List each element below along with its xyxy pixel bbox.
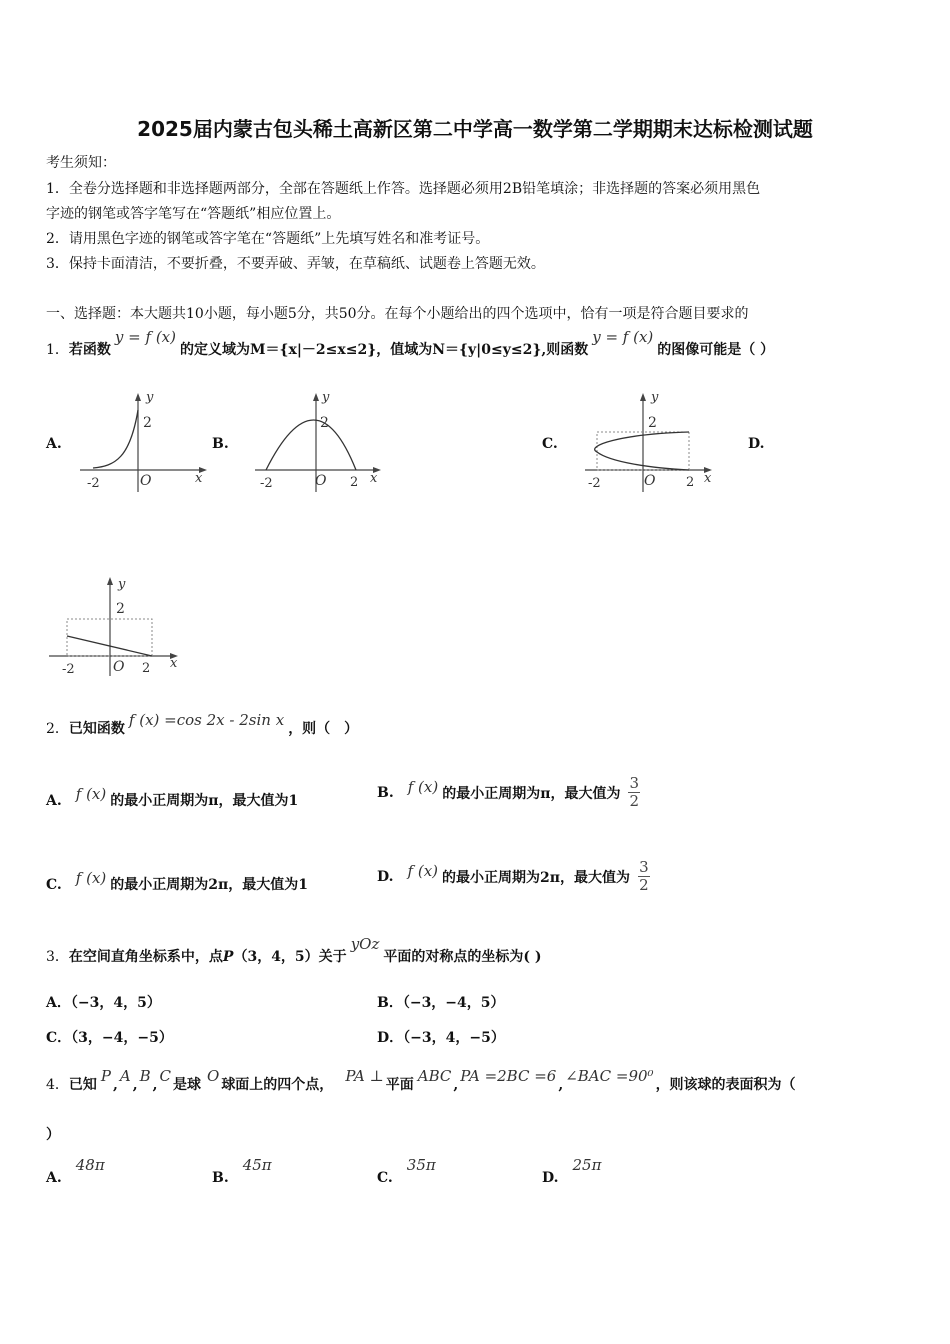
- q2-option-d-fx: f (x): [407, 861, 438, 880]
- y-axis-arrow: [107, 577, 113, 585]
- q1-graph-c: [580, 388, 720, 496]
- q2-text-1: 已知函数: [68, 721, 125, 737]
- denominator: 2: [639, 876, 649, 894]
- question-1: [46, 328, 775, 359]
- q4-point-p: P: [100, 1067, 112, 1085]
- q2-option-a[interactable]: [46, 785, 299, 810]
- q3-option-b[interactable]: B．（−3，−4，5）: [377, 995, 505, 1011]
- q2-option-c-label: C.: [46, 877, 62, 893]
- origin-label: O: [315, 473, 327, 489]
- q4-text-4: 平面: [385, 1077, 414, 1093]
- two-label: 2: [320, 415, 329, 431]
- neg-two-label: -2: [62, 662, 75, 677]
- q2-option-d-text: 的最小正周期为2π，最大值为: [442, 869, 630, 886]
- y-label: y: [651, 390, 659, 405]
- neg-two-label: -2: [87, 476, 100, 491]
- q4-text-5: ，则该球的表面积为（: [655, 1077, 796, 1093]
- q4-center-o: O: [207, 1067, 220, 1085]
- x-label: x: [704, 471, 712, 486]
- q2-option-b-label: B.: [377, 784, 394, 801]
- q2-text-2: ，则（ ）: [288, 721, 359, 737]
- origin-label: O: [140, 473, 152, 489]
- q3-text-2: （3，4，5）关于: [233, 949, 347, 965]
- q4-comma-4: ,: [453, 1077, 459, 1093]
- pos-two-label: 2: [686, 475, 695, 490]
- origin-label: O: [644, 473, 656, 489]
- pos-two-label: 2: [350, 475, 359, 490]
- y-label: y: [146, 390, 154, 405]
- q1-text-3: 的图像可能是（ ）: [657, 342, 775, 358]
- y-axis-arrow: [135, 393, 141, 401]
- q1-graph-a: [75, 388, 215, 496]
- q4-option-b-label: B.: [212, 1170, 229, 1186]
- fraction-three-halves: [628, 775, 640, 810]
- q2-option-a-text: 的最小正周期为π，最大值为1: [110, 793, 299, 809]
- two-label: 2: [143, 415, 152, 431]
- question-3: [46, 935, 542, 966]
- curve: [93, 410, 138, 468]
- y-label: y: [118, 577, 126, 592]
- y-label: y: [322, 390, 330, 405]
- question-2: [46, 711, 359, 738]
- curve: [595, 432, 689, 470]
- notice-line-1b: 字迹的钢笔或答字笔写在“答题纸”相应位置上。: [46, 206, 341, 222]
- q4-comma-5: ,: [558, 1077, 564, 1093]
- q3-option-c[interactable]: C．（3，−4，−5）: [46, 1030, 173, 1046]
- q4-point-a: A: [119, 1067, 131, 1085]
- q4-angle: ∠BAC =90⁰: [565, 1067, 654, 1085]
- q1-formula-1: y = f (x): [114, 328, 176, 346]
- q4-option-b[interactable]: [212, 1156, 272, 1186]
- neg-two-label: -2: [588, 476, 601, 491]
- x-label: x: [195, 471, 203, 486]
- q2-option-c-fx: f (x): [75, 869, 107, 887]
- q4-option-a[interactable]: [46, 1156, 105, 1186]
- q1-option-a-label[interactable]: A.: [46, 436, 62, 452]
- q2-formula: f (x) =cos 2x - 2sin x: [128, 711, 285, 729]
- q2-option-b[interactable]: [377, 775, 640, 810]
- q4-text-1: 已知: [68, 1077, 97, 1093]
- notice-heading: 考生须知：: [46, 155, 116, 171]
- q3-text-1: 在空间直角坐标系中，点: [68, 949, 223, 965]
- q1-text-1: 若函数: [68, 342, 111, 358]
- q4-point-c: C: [159, 1067, 171, 1085]
- numerator: 3: [629, 774, 640, 792]
- two-label: 2: [116, 601, 125, 617]
- q1-graph-d: [46, 572, 186, 680]
- q4-point-b: B: [139, 1067, 151, 1085]
- q1-option-c-label[interactable]: C.: [542, 436, 558, 452]
- q4-equation: PA =2BC =6: [460, 1067, 557, 1085]
- y-axis-arrow: [640, 393, 646, 401]
- notice-line-1a: 1．全卷分选择题和非选择题两部分，全部在答题纸上作答。选择题必须用2B铅笔填涂；非选择题的答案必须用黑色: [46, 181, 761, 197]
- q4-option-d-value: 25π: [572, 1156, 602, 1174]
- q4-option-c[interactable]: [377, 1156, 436, 1186]
- fraction-three-halves: [638, 859, 650, 894]
- q3-option-a[interactable]: A．（−3，4，5）: [46, 995, 161, 1011]
- q2-option-b-fx: f (x): [407, 777, 439, 796]
- q4-text-2: 是球: [173, 1077, 201, 1093]
- x-label: x: [370, 471, 378, 486]
- q2-option-d[interactable]: [377, 859, 650, 894]
- pos-two-label: 2: [142, 661, 151, 676]
- notice-line-3: 3．保持卡面清洁，不要折叠，不要弄破、弄皱，在草稿纸、试题卷上答题无效。: [46, 256, 545, 272]
- q1-option-b-label[interactable]: B.: [212, 436, 229, 452]
- y-axis-arrow: [313, 393, 319, 401]
- q3-option-d[interactable]: D．（−3，4，−5）: [377, 1030, 505, 1046]
- two-label: 2: [648, 415, 657, 431]
- q4-option-d[interactable]: [542, 1156, 602, 1186]
- q4-plane-abc: ABC: [417, 1067, 452, 1085]
- q4-text-6: ）: [46, 1127, 60, 1143]
- neg-two-label: -2: [260, 476, 273, 491]
- question-4-number: 4．: [46, 1077, 69, 1093]
- q4-comma-2: ,: [132, 1077, 138, 1093]
- q2-option-c-text: 的最小正周期为2π，最大值为1: [110, 877, 308, 893]
- q1-option-d-label[interactable]: D.: [748, 436, 765, 452]
- page-title: 2025届内蒙古包头稀土高新区第二中学高一数学第二学期期末达标检测试题: [137, 117, 813, 141]
- origin-label: O: [113, 659, 125, 675]
- question-3-number: 3．: [46, 949, 69, 965]
- q4-option-c-value: 35π: [406, 1156, 436, 1174]
- q4-perp: PA ⊥: [345, 1067, 384, 1085]
- denominator: 2: [629, 792, 640, 810]
- q4-comma-1: ,: [113, 1077, 118, 1093]
- q3-point-p: P: [222, 949, 234, 965]
- numerator: 3: [639, 858, 649, 876]
- q4-option-c-label: C.: [377, 1170, 393, 1186]
- q2-option-c[interactable]: [46, 869, 308, 894]
- q2-option-d-label: D.: [377, 868, 394, 885]
- question-1-number: 1．: [46, 342, 69, 358]
- q4-option-a-value: 48π: [75, 1156, 105, 1174]
- q3-text-3: 平面的对称点的坐标为( ): [383, 949, 542, 965]
- curve: [266, 420, 356, 470]
- notice-line-2: 2．请用黑色字迹的钢笔或答字笔在“答题纸”上先填写姓名和准考证号。: [46, 231, 490, 247]
- q4-text-3: 球面上的四个点，: [221, 1077, 334, 1093]
- q3-plane: yOz: [350, 935, 380, 953]
- q1-text-2: 的定义域为M＝{x|－2≤x≤2}，值域为N＝{y|0≤y≤2},则函数: [179, 342, 589, 358]
- section-heading: 一、选择题：本大题共10小题，每小题5分，共50分。在每个小题给出的四个选项中，恰有一项是符合题目要求的: [46, 306, 749, 322]
- q2-option-a-fx: f (x): [75, 785, 107, 803]
- q2-option-b-text: 的最小正周期为π，最大值为: [442, 785, 621, 802]
- q1-formula-2: y = f (x): [592, 328, 654, 346]
- question-4: [46, 1067, 796, 1094]
- q1-graph-b: [252, 388, 392, 496]
- q4-option-b-value: 45π: [242, 1156, 272, 1174]
- q4-option-a-label: A.: [46, 1170, 62, 1186]
- q4-comma-3: ,: [152, 1077, 158, 1093]
- q4-option-d-label: D.: [542, 1170, 559, 1186]
- x-label: x: [170, 656, 178, 671]
- question-2-number: 2．: [46, 721, 69, 737]
- q2-option-a-label: A.: [46, 793, 62, 809]
